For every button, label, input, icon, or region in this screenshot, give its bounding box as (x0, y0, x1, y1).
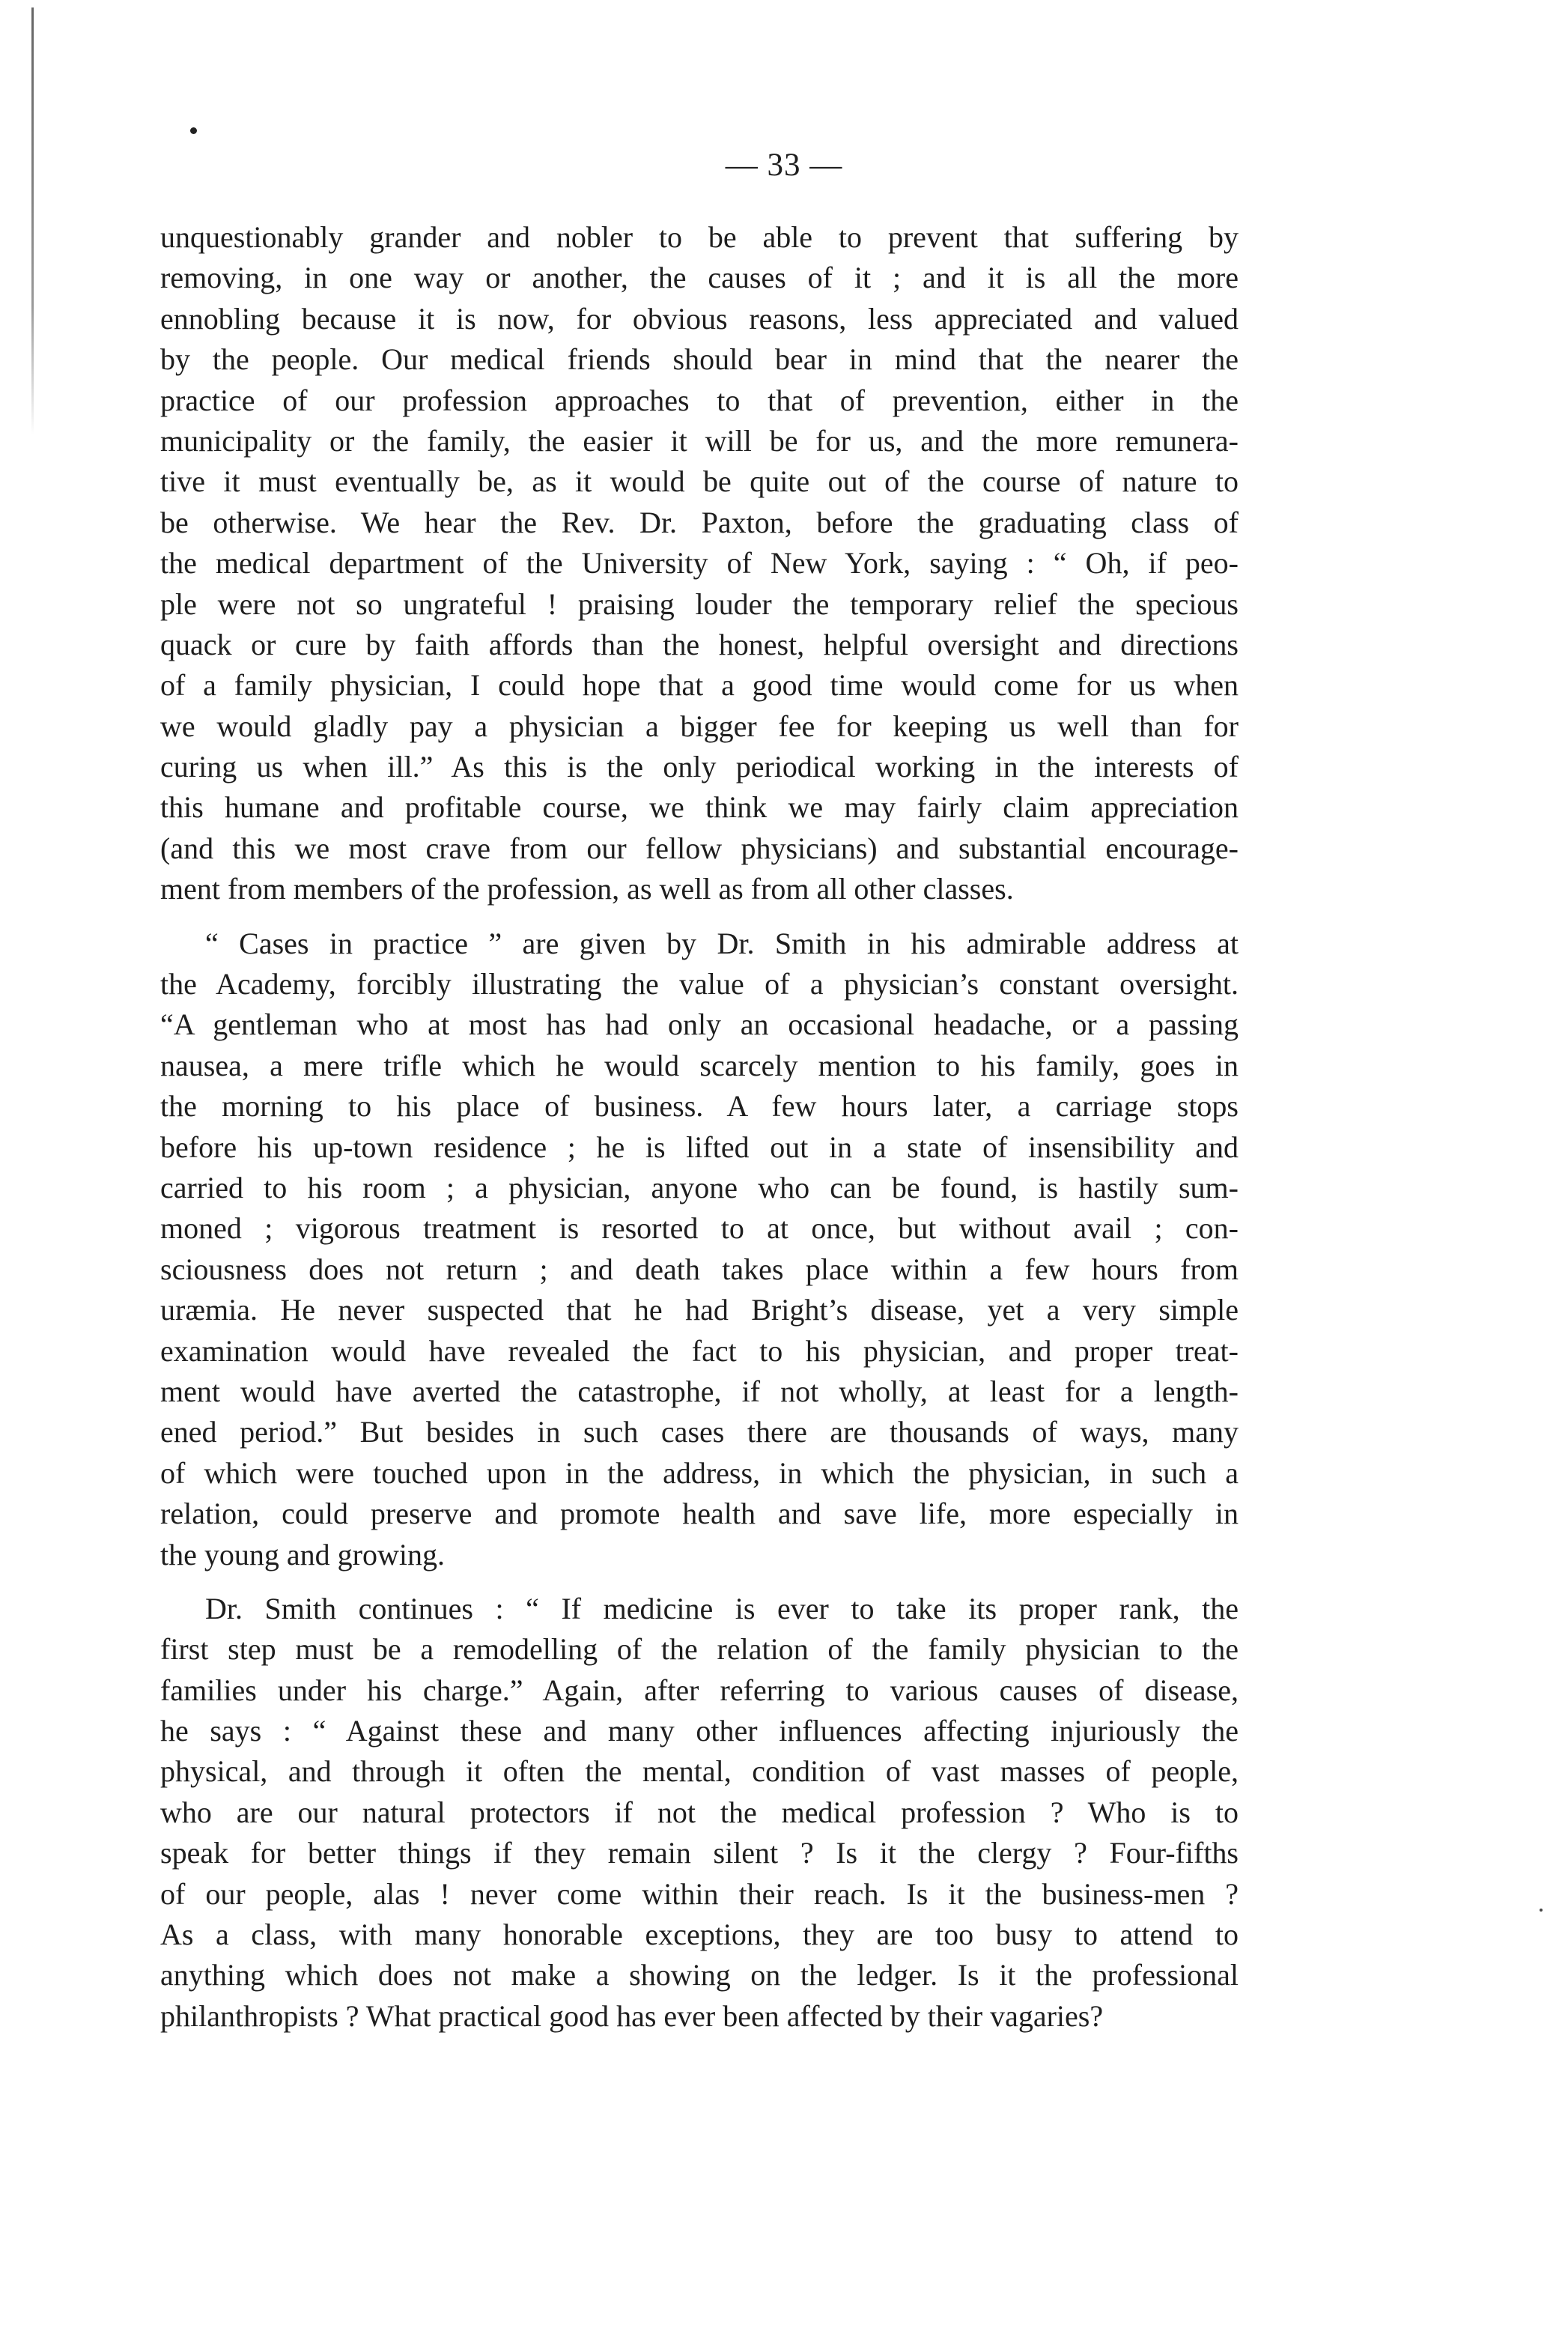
ink-speck-right (1540, 1909, 1543, 1912)
paragraph-gap (160, 1575, 1239, 1589)
text-line: of a family physician, I could hope that a good time would come for us when (160, 668, 1239, 703)
text-line: he says : “ Against these and many other influences affecting injuriously the (160, 1714, 1239, 1748)
text-line: we would gladly pay a physician a bigger fee for keeping us well than for (160, 709, 1239, 743)
text-line: uræmia. He never suspected that he had Bright’s disease, yet a very simple (160, 1293, 1239, 1327)
text-line: speak for better things if they remain silent ? Is it the clergy ? Four-fifths (160, 1836, 1239, 1870)
text-line: curing us when ill.” As this is the only periodical working in the interests of (160, 750, 1239, 784)
text-line: the young and growing. (160, 1537, 445, 1571)
text-line: moned ; vigorous treatment is resorted to at once, but without avail ; con- (160, 1211, 1239, 1246)
text-line: ennobling because it is now, for obvious reasons, less appreciated and valued (160, 301, 1239, 336)
text-line: quack or cure by faith affords than the honest, helpful oversight and directions (160, 627, 1239, 661)
text-line: sciousness does not return ; and death takes place within a few hours from (160, 1252, 1239, 1286)
text-line: “A gentleman who at most has had only an occasional headache, or a passing (160, 1007, 1239, 1042)
text-line: ened period.” But besides in such cases there are thousands of ways, many (160, 1415, 1239, 1449)
text-line: families under his charge.” Again, after referring to various causes of disease, (160, 1673, 1239, 1707)
text-line: anything which does not make a showing on the ledger. Is it the professional (160, 1958, 1239, 1992)
text-line: relation, could preserve and promote health and save life, more especially in (160, 1497, 1239, 1531)
text-line: As a class, with many honorable exceptions, they are too busy to attend to (160, 1918, 1239, 1952)
text-line: tive it must eventually be, as it would be quite out of the course of nature to (160, 464, 1239, 499)
body-text (160, 217, 1239, 2037)
text-line: municipality or the family, the easier it will be for us, and the more remunera- (160, 423, 1239, 458)
text-line: of which were touched upon in the address, in which the physician, in such a (160, 1455, 1239, 1490)
text-line: the Academy, forcibly illustrating the value of a physician’s constant oversight. (160, 967, 1239, 1001)
text-line: practice of our profession approaches to that of prevention, either in the (160, 383, 1239, 417)
text-line: the morning to his place of business. A few hours later, a carriage stops (160, 1089, 1239, 1124)
text-line: ple were not so ungrateful ! praising louder the temporary relief the specious (160, 587, 1239, 621)
binding-margin-line (31, 7, 34, 434)
text-line: nausea, a mere trifle which he would scarcely mention to his family, goes in (160, 1048, 1239, 1082)
ink-speck (190, 127, 197, 134)
paragraph-1 (160, 217, 1239, 910)
text-line: ment from members of the profession, as well as from all other classes. (160, 872, 1014, 906)
paragraph-gap (160, 910, 1239, 924)
paragraph-3 (160, 1589, 1239, 2037)
text-line: unquestionably grander and nobler to be able to prevent that suffering by (160, 220, 1239, 254)
page-number: — 33 — (725, 148, 843, 183)
text-line: physical, and through it often the mental, condition of vast masses of people, (160, 1754, 1239, 1789)
text-line: first step must be a remodelling of the relation of the family physician to the (160, 1632, 1239, 1667)
text-line: the medical department of the University of New York, saying : “ Oh, if peo- (160, 546, 1239, 581)
text-line: by the people. Our medical friends should bear in mind that the nearer the (160, 342, 1239, 377)
text-line: who are our natural protectors if not the medical profession ? Who is to (160, 1795, 1239, 1829)
text-line: (and this we most crave from our fellow physicians) and substantial encourage- (160, 831, 1239, 865)
text-line: philanthropists ? What practical good has ever been affected by their vagaries? (160, 1998, 1104, 2033)
text-line: removing, in one way or another, the causes of it ; and it is all the more (160, 261, 1239, 295)
text-line: carried to his room ; a physician, anyone who can be found, is hastily sum- (160, 1170, 1239, 1204)
text-line: of our people, alas ! never come within their reach. Is it the business-men ? (160, 1876, 1239, 1911)
text-line: this humane and profitable course, we think we may fairly claim appreciation (160, 790, 1239, 825)
paragraph-2 (160, 924, 1239, 1575)
text-line: Dr. Smith continues : “ If medicine is ever to take its proper rank, the (205, 1591, 1239, 1625)
text-line: examination would have revealed the fact to his physician, and proper treat- (160, 1333, 1239, 1368)
text-line: before his up-town residence ; he is lifted out in a state of insensibility and (160, 1130, 1239, 1164)
text-line: be otherwise. We hear the Rev. Dr. Paxton, before the graduating class of (160, 505, 1239, 539)
text-line: “ Cases in practice ” are given by Dr. Smith in his admirable address at (205, 926, 1239, 960)
text-line: ment would have averted the catastrophe, if not wholly, at least for a length- (160, 1374, 1239, 1408)
